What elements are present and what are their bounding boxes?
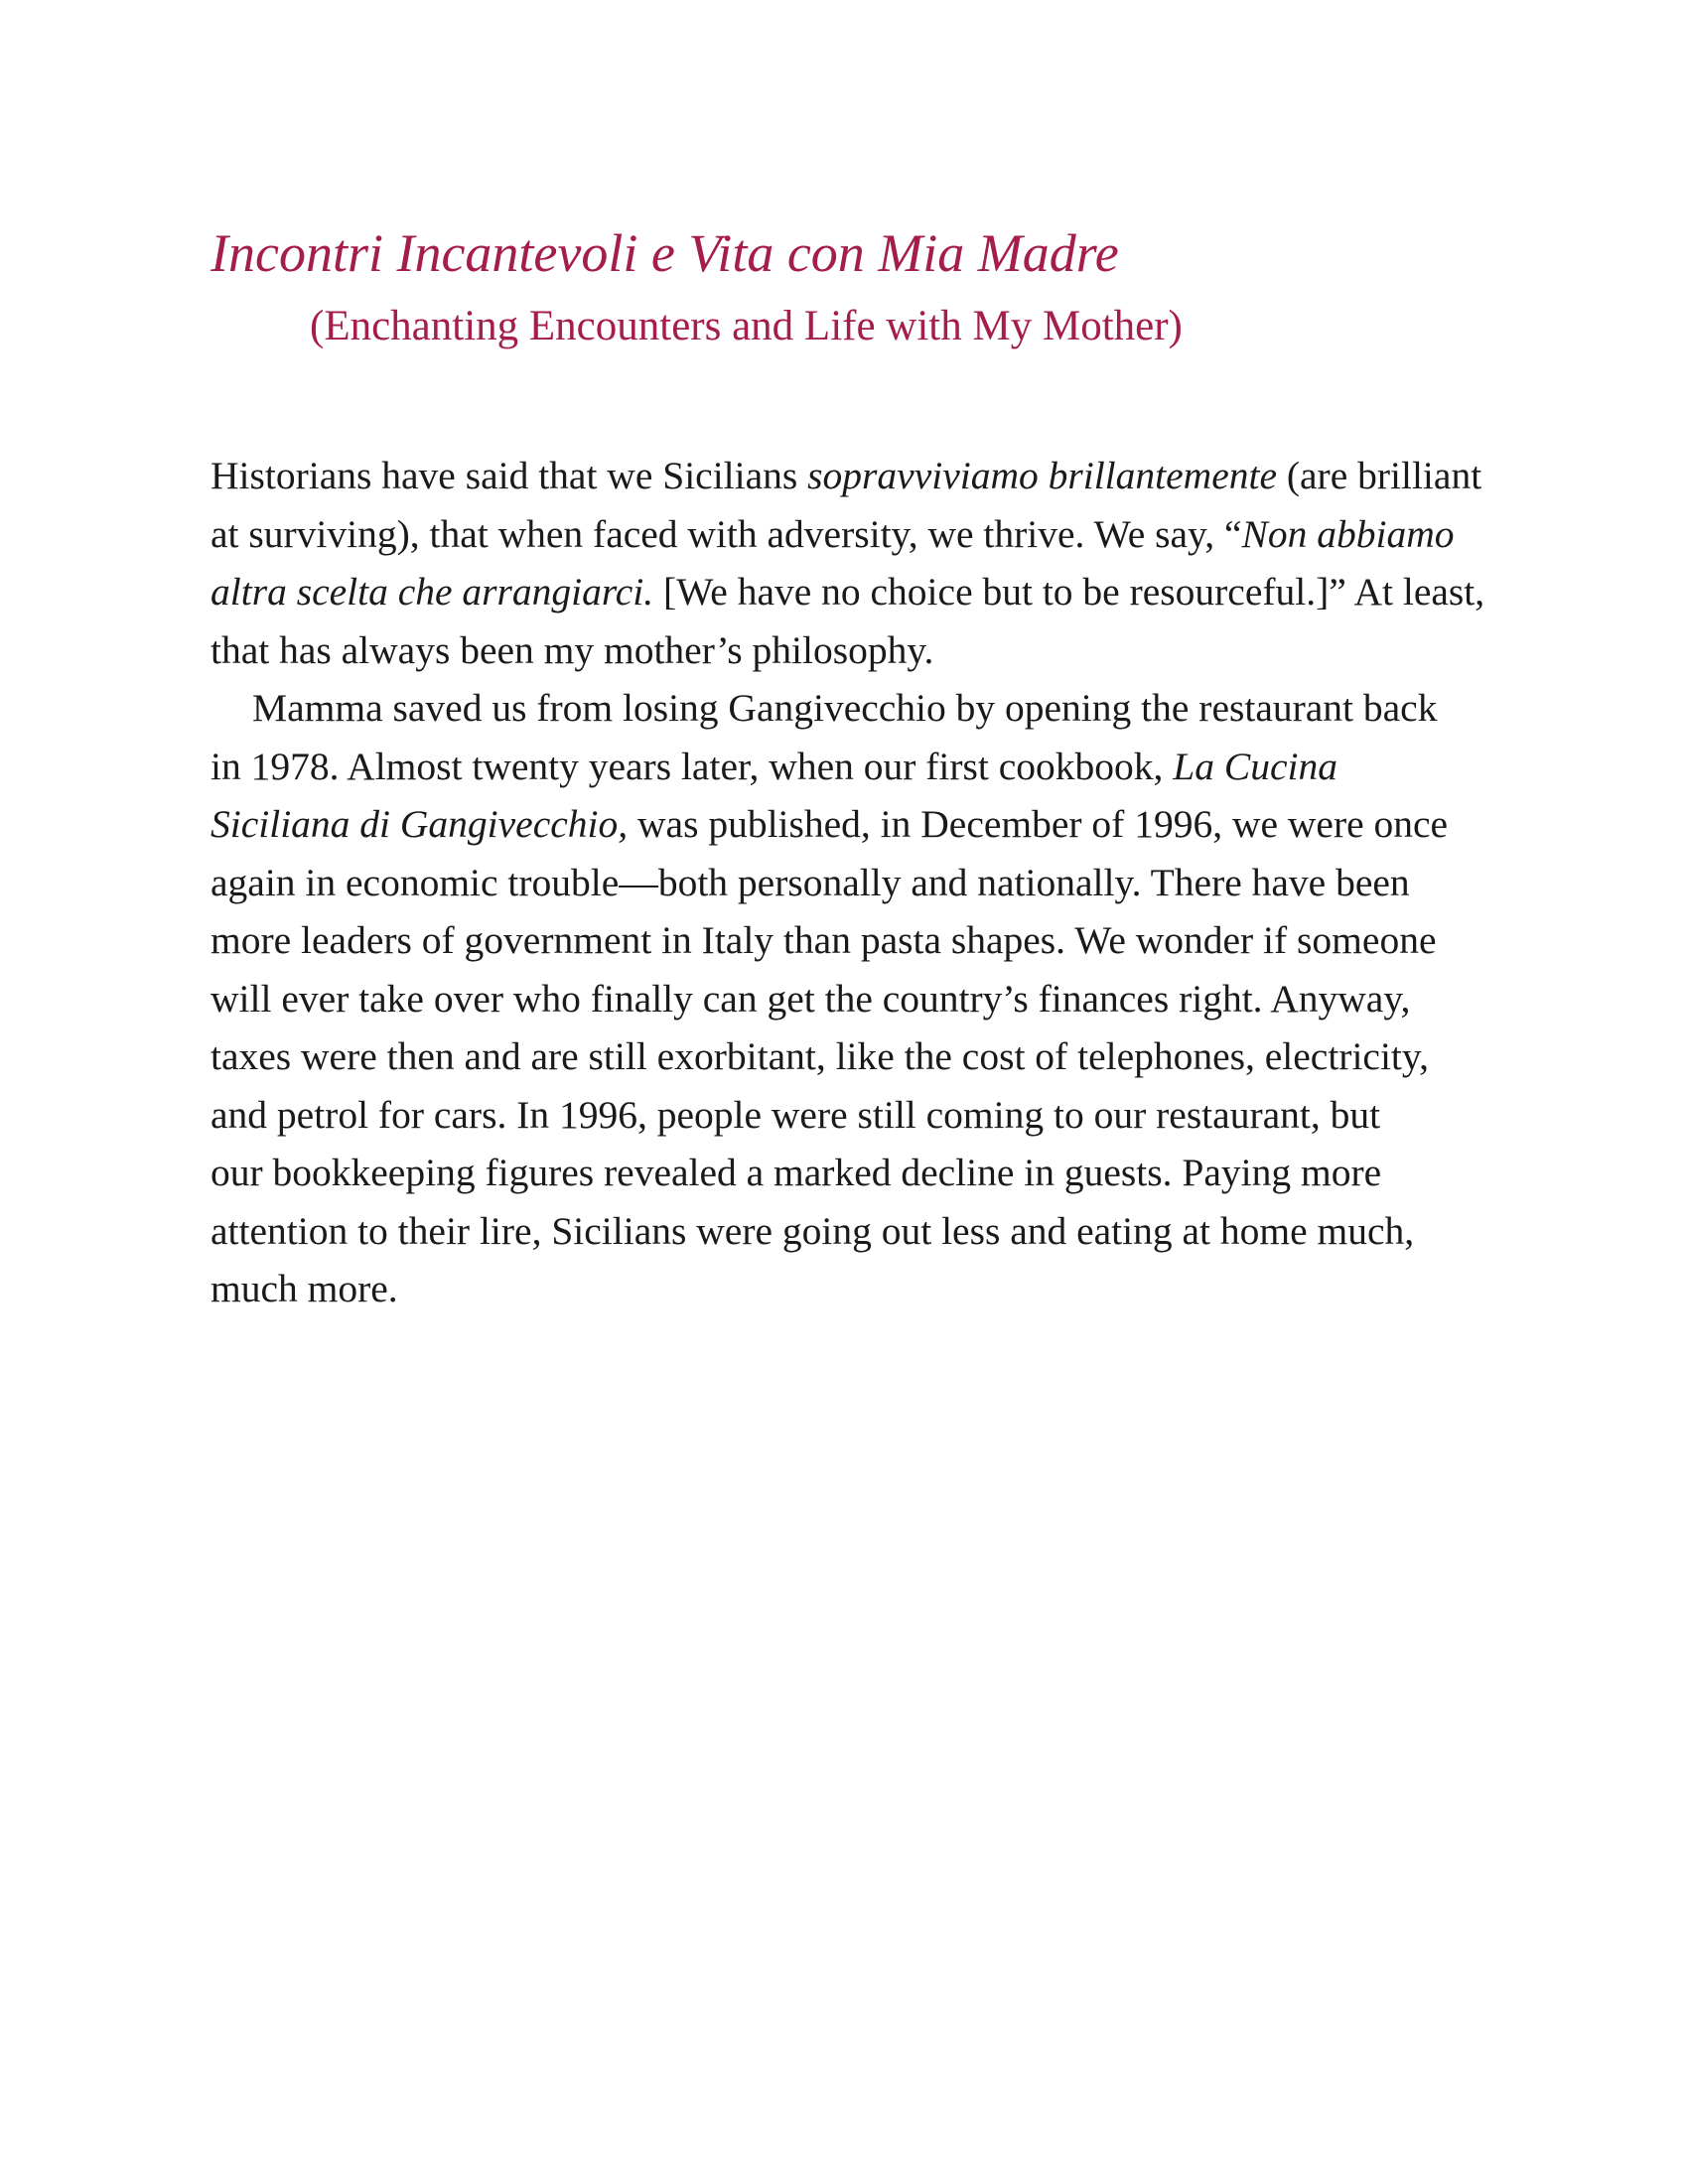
text-line: that has always been my mother’s philosophy. (211, 627, 934, 672)
text-line: altra scelta che arrangiarci. [We have no choice but to be resourceful.]” At least, (211, 570, 1485, 614)
text-line: much more. (211, 1267, 398, 1310)
paragraph-1 (211, 447, 1501, 679)
text-line: again in economic trouble—both personally and nationally. There have been (211, 860, 1410, 904)
text-line: at surviving), that when faced with adversity, we thrive. We say, “Non abbiamo (211, 511, 1455, 556)
text-line: Historians have said that we Sicilians sopravviviamo brillantemente (are brilliant (211, 454, 1482, 497)
paragraph-2 (211, 679, 1501, 1318)
text-line: our bookkeeping figures revealed a marked decline in guests. Paying more (211, 1151, 1382, 1194)
text-line: will ever take over who finally can get the country’s finances right. Anyway, (211, 976, 1411, 1021)
text-line: attention to their lire, Sicilians were going out less and eating at home much, (211, 1208, 1415, 1253)
text-line: taxes were then and are still exorbitant, like the cost of telephones, electricity, (211, 1034, 1429, 1078)
text-line: Siciliana di Gangivecchio, was published, in December of 1996, we were once (211, 802, 1449, 846)
text-line: more leaders of government in Italy than pasta shapes. We wonder if someone (211, 918, 1437, 962)
text-line: in 1978. Almost twenty years later, when our first cookbook, La Cucina (211, 744, 1337, 788)
text-line: Mamma saved us from losing Gangivecchio by opening the restaurant back (252, 686, 1438, 730)
chapter-title: Incontri Incantevoli e Vita con Mia Madre (211, 223, 1119, 283)
body-text (211, 447, 1501, 1318)
text-line: and petrol for cars. In 1996, people were still coming to our restaurant, but (211, 1092, 1381, 1137)
chapter-subtitle: (Enchanting Encounters and Life with My Mother) (310, 303, 1183, 349)
